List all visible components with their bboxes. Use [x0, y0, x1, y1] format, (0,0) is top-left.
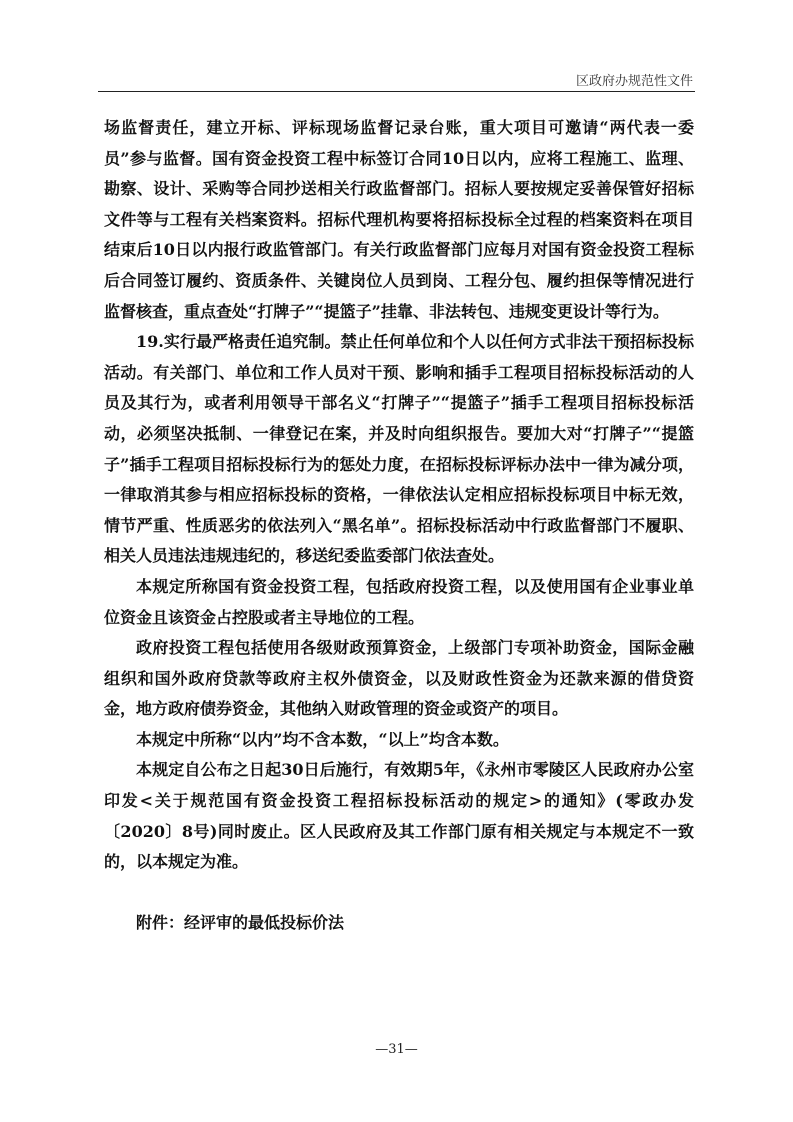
document-body: [104, 113, 694, 938]
header-divider: [98, 91, 695, 92]
paragraph-continuation: 场监督责任，建立开标、评标现场监督记录台账，重大项目可邀请“两代表一委员”参与监督。国有资金投资工程中标签订合同10日以内，应将工程施工、监理、勘察、设计、采购等合同抄送相关行政监督部门。招标人要按规定妥善保管好招标文件等与工程有关档案资料。招标代理机构要将招标投标全过程的档案资料在项目结束后10日以内报行政监管部门。有关行政监督部门应每月对国有资金投资工程标后合同签订履约、资质条件、关键岗位人员到岗、工程分包、履约担保等情况进行监督核查，重点查处“打牌子”“提篮子”挂靠、非法转包、违规变更设计等行为。: [104, 118, 694, 321]
paragraph-spacer: [104, 878, 694, 908]
paragraph-scope-definition: 本规定所称国有资金投资工程，包括政府投资工程，以及使用国有企业事业单位资金且该资金占控股或者主导地位的工程。: [104, 576, 694, 627]
header-title: 区政府办规范性文件: [575, 74, 693, 89]
attachment-line: 附件：经评审的最低投标价法: [136, 912, 345, 932]
paragraph-item-19: 19.实行最严格责任追究制。禁止任何单位和个人以任何方式非法干预招标投标活动。有关部门、单位和工作人员对干预、影响和插手工程项目招标投标活动的人员及其行为，或者利用领导干部名义“打牌子”“提篮子”插手工程项目招标投标活动，必须坚决抵制、一律登记在案，并及时向组织报告。要加大对“打牌子”“提篮子”插手工程项目招标投标行为的惩处力度，在招标投标评标办法中一律为减分项，一律取消其参与相应招标投标的资格，一律依法认定相应招标投标项目中标无效，情节严重、性质恶劣的依法列入“黑名单”。招标投标活动中行政监督部门不履职、相关人员违法违规违纪的，移送纪委监委部门依法查处。: [104, 332, 694, 566]
paragraph-terms: 本规定中所称“以内”均不含本数，“以上”均含本数。: [136, 729, 509, 749]
paragraph-government-investment: 政府投资工程包括使用各级财政预算资金，上级部门专项补助资金，国际金融组织和国外政府贷款等政府主权外债资金，以及财政性资金为还款来源的借贷资金，地方政府债券资金，其他纳入财政管理的资金或资产的项目。: [104, 638, 694, 719]
page-number: —31—: [375, 1042, 418, 1057]
paragraph-effective-date: 本规定自公布之日起30日后施行，有效期5年，《永州市零陵区人民政府办公室印发<关于规范国有资金投资工程招标投标活动的规定>的通知》(零政办发〔2020〕8号)同时废止。区人民政府及其工作部门原有相关规定与本规定不一致的，以本规定为准。: [104, 760, 694, 872]
